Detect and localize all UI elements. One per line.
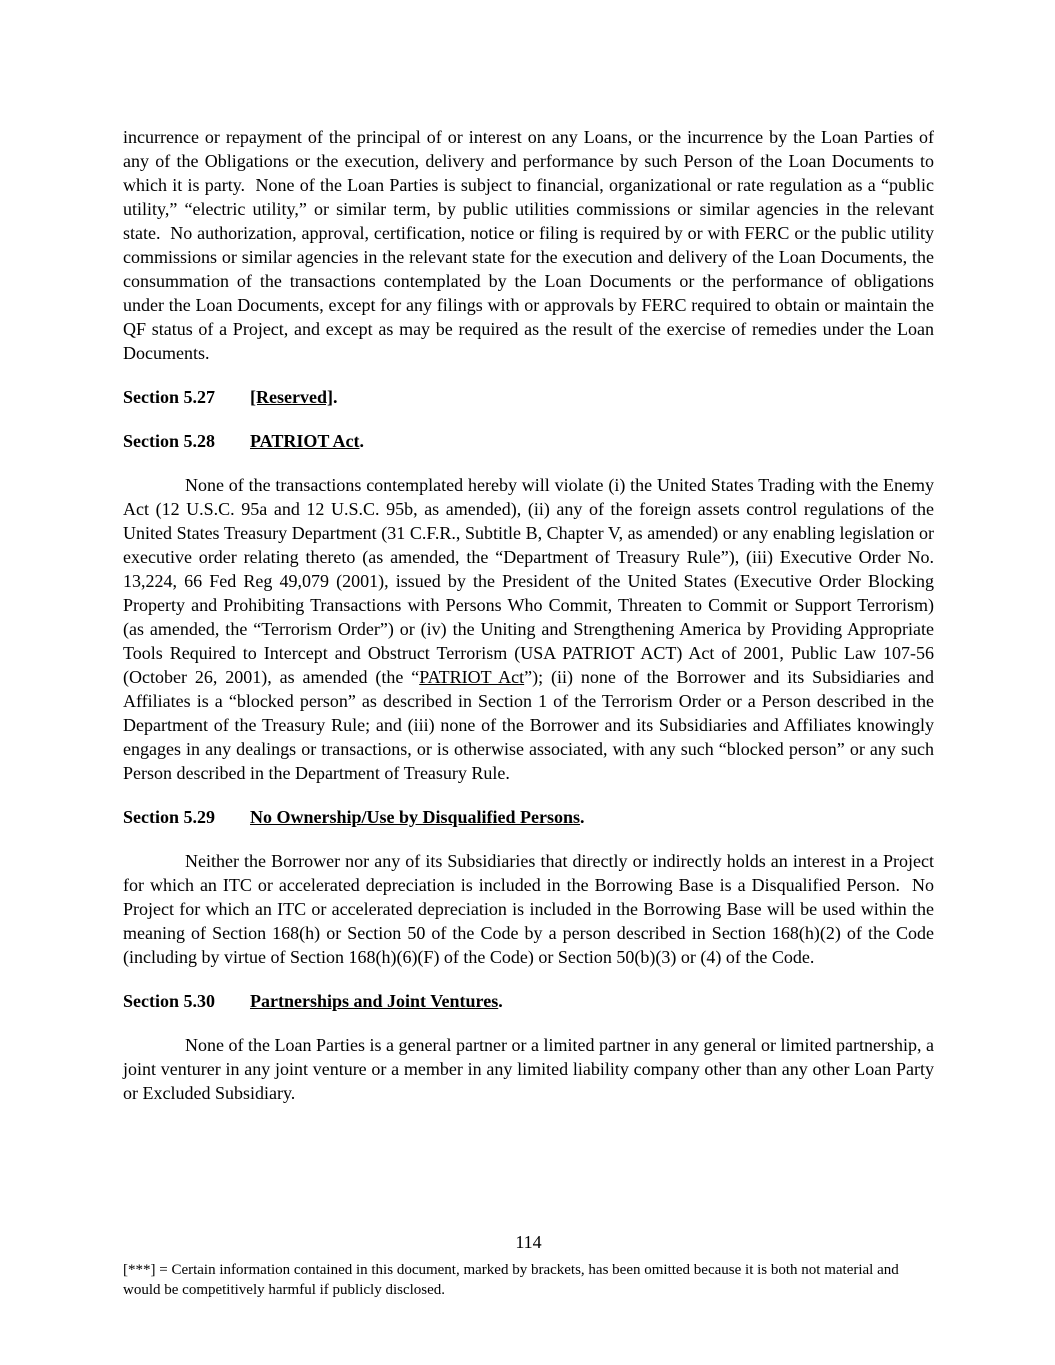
- page-footer: [123, 1230, 934, 1300]
- section-number-5-30: Section 5.30: [123, 991, 215, 1011]
- section-title-5-29: No Ownership/Use by Disqualified Persons: [250, 807, 581, 827]
- section-period-5-27: .: [332, 387, 338, 407]
- section-heading-5-30: [123, 989, 934, 1013]
- paragraph-patriot-act: [123, 473, 939, 785]
- section-period-5-28: .: [359, 431, 365, 451]
- section-title-5-27: [Reserved]: [250, 387, 333, 407]
- section-number-5-27: Section 5.27: [123, 387, 215, 407]
- section-period-5-29: .: [580, 807, 585, 827]
- patriot-act-underlined-term: PATRIOT Act: [419, 667, 525, 687]
- paragraph-partnerships: None of the Loan Parties is a general partner or a limited partner in any general or limited partnership, a joint venturer in any joint venture or a member in any limited liability company other than any other Loan Party or Excluded Subsidiary.: [123, 1035, 939, 1103]
- section-heading-5-27: [123, 385, 934, 409]
- section-period-5-30: .: [498, 991, 503, 1011]
- footnote: [***] = Certain information contained in this document, marked by brackets, has been omitted because it is both not material and would be competitively harmful if publicly disclosed.: [123, 1262, 899, 1298]
- paragraph-no-ownership: Neither the Borrower nor any of its Subsidiaries that directly or indirectly holds an interest in a Project for which an ITC or accelerated depreciation is included in the Borrowing Base is a Disqualified Person. No Project for which an ITC or accelerated depreciation is included in the Borrowing Base will be used within the meaning of Section 168(h) or Section 50 of the Code by a person described in Section 168(h)(2) of the Code (including by virtue of Section 168(h)(6)(F) of the Code) or Section 50(b)(3) or (4) of the Code.: [123, 851, 939, 967]
- section-title-5-28: PATRIOT Act: [250, 431, 360, 451]
- paragraph-patriot-act-text-before: None of the transactions contemplated hereby will violate (i) the United States Trading with the Enemy Act (12 U.S.C. 95a and 12 U.S.C. 95b, as amended), (ii) any of the foreign assets control regulations of the United States Treasury Department (31 C.F.R., Subtitle B, Chapter V, as amended) or any enabling legislation or executive order relating thereto (as amended, the “Department of Treasury Rule”), (iii) Executive Order No. 13,224, 66 Fed Reg 49,079 (2001), issued by the President of the United States (Executive Order Blocking Property and Prohibiting Transactions with Persons Who Commit, Threaten to Commit or Support Terrorism) (as amended, the “Terrorism Order”) or (iv) the Uniting and Strengthening America by Providing Appropriate Tools Required to Intercept and Obstruct Terrorism (USA PATRIOT ACT) Act of 2001, Public Law 107-56 (October 26, 2001), as amended (the “: [123, 475, 939, 687]
- section-heading-5-29: [123, 805, 934, 829]
- page-number: 114: [515, 1232, 542, 1252]
- section-number-5-29: Section 5.29: [123, 807, 215, 827]
- section-title-5-30: Partnerships and Joint Ventures: [250, 991, 499, 1011]
- section-heading-5-28: [123, 429, 934, 453]
- paragraph-continuation: incurrence or repayment of the principal of or interest on any Loans, or the incurrence by the Loan Parties of any of the Obligations or the execution, delivery and performance by such Person of the Loan Documents to which it is party. None of the Loan Parties is subject to financial, organizational or rate regulation as a “public utility,” “electric utility,” or similar term, by public utilities commissions or similar agencies in the relevant state. No authorization, approval, certification, notice or filing is required by or with FERC or the public utility commissions or similar agencies in the relevant state for the execution and delivery of the Loan Documents, the consummation of the transactions contemplated by the Loan Documents or the performance of obligations under the Loan Documents, except for any filings with or approvals by FERC required to obtain or maintain the QF status of a Project, and except as may be required as the result of the exercise of remedies under the Loan Documents.: [123, 127, 939, 363]
- paragraph-patriot-act-text-after: ”); (ii) none of the Borrower and its Subsidiaries and Affiliates is a “blocked person” as described in Section 1 of the Terrorism Order or a Person described in the Department of the Treasury Rule; and (iii) none of the Borrower and its Subsidiaries and Affiliates knowingly engages in any dealings or transactions, or is otherwise associated, with any such “blocked person” or any such Person described in the Department of Treasury Rule.: [123, 667, 939, 783]
- section-number-5-28: Section 5.28: [123, 431, 215, 451]
